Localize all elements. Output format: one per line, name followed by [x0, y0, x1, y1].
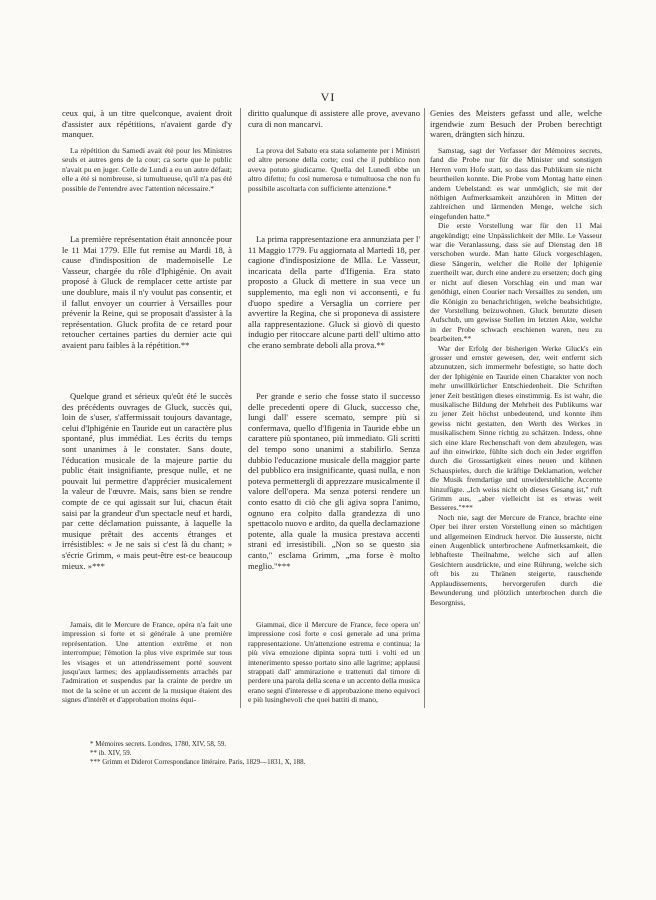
it-paragraph: Per grande e serio che fosse stato il successo delle precedenti opere di Gluck, successo che, lungi dall' essere scemato, sempre più si confermava, quello d'Ifigenia in Tauride ebbe un carattere più spontaneo, più immediato. Gli scritti del tempo sono unanimi a stabilirlo. Senza dubbio l'educazione musicale della maggior parte del pubblico era insignificante, quasi nulla, e non poteva permettergli di apprezzare musicalmente il valore dell'opera. Ma senza potersi rendere un conto esatto di ciò che gli agiva sopra l'animo, ognuno era colpito dalla grandezza di uno spettacolo nuovo e ardito, da quella declamazione potente, alla quale la musica prestava accenti strani ed irresistibili. „Non so se questo sia canto," esclama Grimm, „ma forse è molto meglio."*** [248, 391, 420, 571]
fr-paragraph: Quelque grand et sérieux qu'eût été le succès des précédents ouvrages de Gluck, succès qui, loin de s'user, s'affermissait toujours davantage, celui d'Iphigénie en Tauride eut un caractère plus spontané, plus immédiat. Les écrits du temps sont unanimes à le constater. Sans doute, l'éducation musicale de la majeure partie du public était insignifiante, presque nulle, et ne pouvait lui permettre d'apprécier musicalement la valeur de l'œuvre. Mais, sans bien se rendre compte de ce qui agissait sur lui, chacun était saisi par la grandeur d'un spectacle neuf et hardi, par cette déclamation puissante, à laquelle la musique prêtait des accents étranges et irrésistibles: « Je ne sais si c'est là du chant; » s'écrie Grimm, « mais peut-être est-ce beaucoup mieux. »*** [62, 391, 232, 571]
fr-paragraph: Jamais, dit le Mercure de France, opéra n'a fait une impression si forte et si générale à une première représentation. Une attention extrême et non interrompue; l'émotion la plus vive exprimée sur tous les visages et un attendrissement porté souvent jusqu'aux larmes; des applaudissements arrachés par l'admiration et suspendus par la crainte de perdre un mot de la scène et un accent de la musique étaient des signes d'intérêt et d'approbation moins équi- [62, 620, 232, 705]
it-block-5 [248, 620, 420, 705]
fr-block-3 [62, 234, 232, 351]
fr-block-2 [62, 146, 232, 193]
fr-paragraph: ceux qui, à un titre quelconque, avaient droit d'assister aux répétitions, n'avaient garde d'y manquer. [62, 108, 232, 140]
it-paragraph: Giammai, dice il Mercure de France, fece opera un' impressione così forte e così generale ad una prima rappresentazione. Un'attenzione estrema e continua; la più viva emozione dipinta sopra tutti i volti ed un intenerimento spesso portato sino alle lagrime; applausi strappati dall' ammirazione e trattenuti dal timore di perdere una parola della scena e un accento della musica erano segni d'interesse e di approbazione meno equivoci e più lusinghevoli che quei battiti di mano, [248, 620, 420, 705]
it-paragraph: La prima rappresentazione era annunziata per l' 11 Maggio 1779. Fu aggiornata al Martedì 18, per cagione d'indisposizione de Mlla. Le Vasseur, incaricata della parte d'Ifigenia. Era stato proposto a Gluck di mettere in sua vece un supplemento, ma egli non vi acconsentì, e fu d'uopo spedire a Versaglia un corriere per avvertire la Regina, che si proponeva di assistere alla rappresentazione. Gluck si giovò di questo indugio per ritoccare alcune parti dell' ultimo atto che erano sembrate deboli alla prova.** [248, 234, 420, 350]
de-paragraph: Die erste Vorstellung war für den 11 Mai angekündigt; eine Unpässlichkeit der Mlle. Le Vasseur war die Veranlassung, dass sie auf Dienstag den 18 verschoben wurde. Man hatte Gluck vorgeschlagen, diese Sängerin, welcher die Rolle der Iphigenie zuertheilt war, durch eine andere zu ersetzen; doch ging er nicht auf diesen Vorschlag ein und man war genöthigt, einen Courier nach Versailles zu senden, um die Königin zu benachrichtigen, welche beabsichtigte, der Vorstellung beizuwohnen. Gluck benutzte diesen Aufschub, um gewisse Stellen im letzten Akte, welche in der Probe schwach erschienen waren, neu zu bearbeiten.** [430, 221, 602, 344]
de-paragraph: Samstag, sagt der Verfasser der Mémoires secrets, fand die Probe nur für die Minister und sonstigen Herren vom Hofe statt, so dass das Publikum sie nicht beurtheilen konnte. Die Probe vom Montag hatte einen andern Uebelstand: es war unmöglich, sie mit der nöthigen Aufmerksamkeit anzuhören in Mitten der zahlreichen und lärmenden Menge, welche sich eingefunden hatte.* [430, 146, 602, 221]
de-block-2 [430, 146, 602, 607]
footnote: * Mémoires secrets. Londres, 1780, XIV, 58, 59. [90, 740, 227, 748]
de-block-1 [430, 108, 602, 140]
fr-paragraph: La première représentation était annoncée pour le 11 Mai 1779. Elle fut remise au Mardi 18, à cause d'indisposition de mademoiselle Le Vasseur, chargée du rôle d'Iphigénie. On avait proposé à Gluck de remplacer cette artiste par une doublure, mais il n'y voulut pas consentir, et il fallut envoyer un courrier à Versailles pour prévenir la Reine, qui se proposait d'assister à la représentation. Gluck profita de ce retard pour retoucher certaines parties du dernier acte qui avaient paru faibles à la répétition.** [62, 234, 233, 350]
footnotes [90, 740, 470, 767]
de-paragraph: War der Erfolg der bisherigen Werke Gluck's ein grosser und ernster gewesen, der, weit entfernt sich abzunutzen, sich immermehr befestigte, so hatte doch der der Iphigénie en Tauride einen Charakter von noch mehr unwillkürlicher Entschiedenheit. Die Schriften jener Zeit bestätigen dieses einstimmig. Es ist wahr, die musikalische Bildung der Mehrheit des Publikums war zu jener Zeit höchst unbedeutend, und konnte ihm gewiss nicht gestatten, den Werth des Werkes in musikalischem Sinne richtig zu schätzen. Indess, ohne sich eine klare Rechenschaft von dem abzulegen, was auf ihn einwirkte, fühlte sich doch ein Jeder ergriffen durch die Grossartigkeit eines neuen und kühnen Schauspieles, durch die kräftige Deklamation, welcher die Musik fremdartige und unwiderstehliche Accente hinzufügte. „Ich weiss nicht ob dieses Gesang ist," ruft Grimm aus, „aber vielleicht ist es etwas weit Besseres."*** [430, 343, 602, 513]
footnote: ** ib. XIV, 59. [90, 749, 132, 757]
it-block-1 [248, 108, 420, 129]
fr-block-4 [62, 391, 232, 571]
de-paragraph: Genies des Meisters gefasst und alle, welche irgendwie zum Besuch der Proben berechtigt waren, drängten sich hinzu. [430, 108, 602, 140]
it-block-2 [248, 146, 420, 193]
page-number: VI [320, 90, 336, 104]
de-paragraph: Noch nie, sagt der Mercure de France, brachte eine Oper bei ihrer ersten Vorstellung einen so mächtigen und allgemeinen Eindruck hervor. Die äusserste, nicht einen Augenblick unterbrochene Aufmerksamkeit, die lebhafteste Theilnahme, welche sich auf allen Gesichtern ausdrückte, und eine Rührung, welche sich oft bis zu Thränen steigerte, rauschende Applaudissements, hervorgerufen durch die Bewunderung und plötzlich unterbrochen durch die Besorgniss, [430, 512, 602, 607]
it-paragraph: La prova del Sabato era stata solamente per i Ministri ed altre persone della corte; così che il pubblico non aveva potuto giudicarne. Quella del Lunedì ebbe un altro difetto; fu così numerosa e tumultuosa che non fu possibile ascoltarla con sufficiente attenzione.* [248, 146, 420, 193]
it-paragraph: diritto qualunque di assistere alle prove, avevano cura di non mancarvi. [248, 108, 420, 129]
footnote: *** Grimm et Diderot Correspondance littéraire. Paris, 1829—1831, X, 188. [90, 758, 306, 766]
fr-block-5 [62, 620, 232, 705]
fr-block-1 [62, 108, 232, 140]
column-rule-right [424, 108, 425, 708]
it-block-3 [248, 234, 420, 351]
it-block-4 [248, 391, 420, 571]
column-rule-left [240, 108, 241, 708]
fr-paragraph: La répétition du Samedi avait été pour les Ministres seuls et autres gens de la cour; ca sorte que le public n'avait pu en juger. Celle de Lundi a eu un autre défaut; elle a été si nombreuse, si tumultueuse, qu'il n'a pas été possible de l'entendre avec l'attention nécessaire.* [62, 146, 232, 193]
